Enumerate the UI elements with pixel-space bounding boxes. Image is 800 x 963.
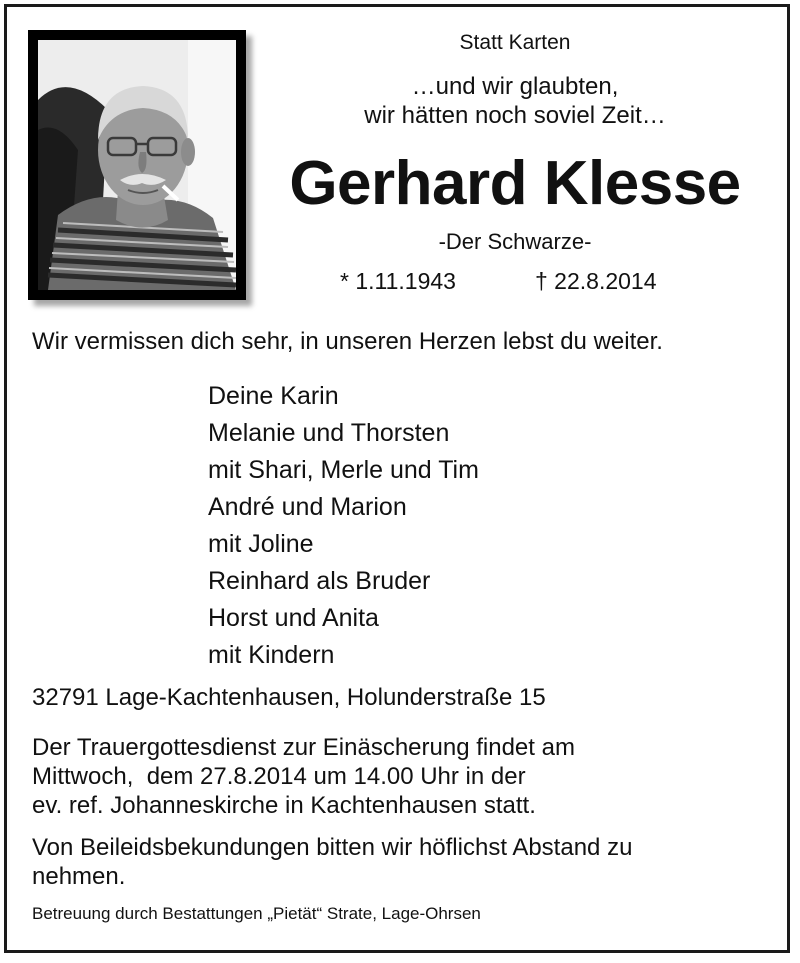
portrait-illustration xyxy=(38,40,236,290)
family-address: 32791 Lage-Kachtenhausen, Holunderstraße 15 xyxy=(32,684,546,711)
portrait-photo xyxy=(38,40,236,290)
mourner-item: Reinhard als Bruder xyxy=(208,567,431,595)
mourner-item: Horst und Anita xyxy=(208,604,379,632)
funeral-home-credit: Betreuung durch Bestattungen „Pietät“ Strate, Lage-Ohrsen xyxy=(32,904,481,923)
mourners-list xyxy=(208,378,479,674)
deceased-nickname: -Der Schwarze- xyxy=(438,229,592,254)
mourner-item: mit Shari, Merle und Tim xyxy=(208,456,479,484)
farewell-message: Wir vermissen dich sehr, in unseren Herzen lebst du weiter. xyxy=(32,328,663,355)
memorial-quote xyxy=(250,72,780,131)
mourner-item: André und Marion xyxy=(208,493,407,521)
mourner-item: mit Kindern xyxy=(208,641,335,669)
mourner-item: mit Joline xyxy=(208,530,314,558)
header-statt-karten: Statt Karten xyxy=(459,31,571,54)
death-date: † 22.8.2014 xyxy=(535,268,657,294)
condolence-line-2: nehmen. xyxy=(32,862,126,890)
mourner-item: Deine Karin xyxy=(208,382,339,410)
quote-line-2: wir hätten noch soviel Zeit… xyxy=(364,102,666,130)
service-info xyxy=(32,734,752,820)
birth-date: * 1.11.1943 xyxy=(340,268,456,294)
condolence-request xyxy=(32,834,772,892)
service-line-2: Mittwoch, dem 27.8.2014 um 14.00 Uhr in der xyxy=(32,762,526,790)
mourner-item: Melanie und Thorsten xyxy=(208,419,450,447)
quote-line-1: …und wir glaubten, xyxy=(411,73,619,100)
service-line-3: ev. ref. Johanneskirche in Kachtenhausen statt. xyxy=(32,791,536,819)
condolence-line-1: Von Beileidsbekundungen bitten wir höflichst Abstand zu xyxy=(32,834,633,861)
deceased-name: Gerhard Klesse xyxy=(289,149,741,218)
portrait-frame xyxy=(28,30,246,300)
service-line-1: Der Trauergottesdienst zur Einäscherung findet am xyxy=(32,734,575,761)
